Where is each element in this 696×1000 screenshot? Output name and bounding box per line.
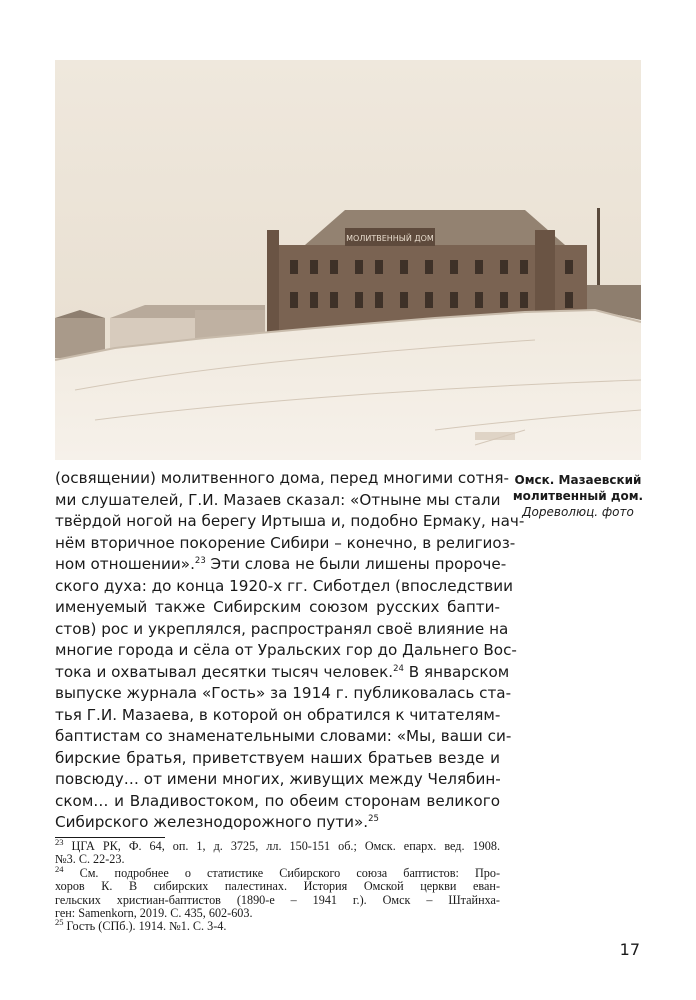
page-number: 17 (619, 940, 640, 959)
body-line: тока и охватывал десятки тысяч человек.$^{24}$ В январском (55, 662, 510, 681)
body-line: твёрдой ногой на берегу Иртыша и, подобно Ермаку, нач- (55, 512, 525, 530)
body-line: нём вторичное покорение Сибири – конечно, в религиоз- (55, 533, 516, 552)
footnote-24-cont: гельских христиан-баптистов (1890-е – 1941 г.). Омск – Штайнха- (55, 892, 500, 907)
body-line: бирские братья, приветствуем наших братьев везде и (55, 748, 500, 767)
body-line: ми слушателей, Г.И. Мазаев сказал: «Отныне мы стали (55, 490, 501, 509)
footnote-divider (55, 837, 165, 838)
caption-title-line2: молитвенный дом. (512, 489, 644, 503)
body-line: многие города и сёла от Уральских гор до Дальнего Вос- (55, 641, 517, 659)
body-line: стов) рос и укреплялся, распространял своё влияние на (55, 619, 509, 638)
building-sign: МОЛИТВЕННЫЙ ДОМ (346, 234, 434, 243)
body-line: Сибирского железнодорожного пути».$^{25}$ (55, 813, 379, 831)
footnote-25: $^{25}$ Гость (СПб.). 1914. №1. С. 3-4. (55, 917, 227, 934)
footnote-ref-25[interactable]: 25 (368, 813, 379, 824)
footnote-24-cont: ген: Samenkorn, 2019. С. 435, 602-603. (55, 906, 253, 921)
body-line: баптистам со знаменательными словами: «Мы, ваши си- (55, 727, 512, 745)
body-line: тья Г.И. Мазаева, в которой он обратился к читателям- (55, 705, 501, 724)
body-line: именуемый также Сибирским союзом русских бапти- (55, 598, 500, 616)
body-line: ном отношении».$^{23}$ Эти слова не были лишены пророче- (55, 555, 507, 573)
footnotes (55, 836, 500, 934)
body-line: ском… и Владивостоком, по обеим сторонам великого (55, 791, 500, 810)
body-line: повсюду… от имени многих, живущих между Челябин- (55, 770, 501, 788)
body-text (55, 468, 525, 834)
footnote-24: $^{24}$ См. подробнее о статистике Сибирского союза баптистов: Про- (55, 863, 500, 880)
body-line: ского духа: до конца 1920-х гг. Сиботдел (впоследствии (55, 576, 513, 595)
footnote-23-cont: №3. С. 22-23. (55, 852, 125, 867)
caption-title-line1: Омск. Мазаевский (514, 473, 642, 487)
caption-subtitle: Дореволюц. фото (522, 505, 634, 519)
footnote-ref-24[interactable]: 24 (393, 663, 404, 674)
photo-caption (508, 472, 648, 520)
body-line: (освящении) молитвенного дома, перед многими сотня- (55, 469, 509, 487)
footnote-ref-23[interactable]: 23 (194, 555, 206, 566)
body-line: выпуске журнала «Гость» за 1914 г. публиковалась ста- (55, 684, 512, 702)
footnote-23: $^{23}$ ЦГА РК, Ф. 64, оп. 1, д. 3725, лл. 150-151 об.; Омск. епарх. вед. 1908. (55, 836, 500, 853)
photo-illustration (55, 60, 641, 460)
historic-photo (55, 60, 641, 460)
footnote-24-cont: хоров К. В сибирских палестинах. История Омской церкви еван- (55, 879, 500, 894)
